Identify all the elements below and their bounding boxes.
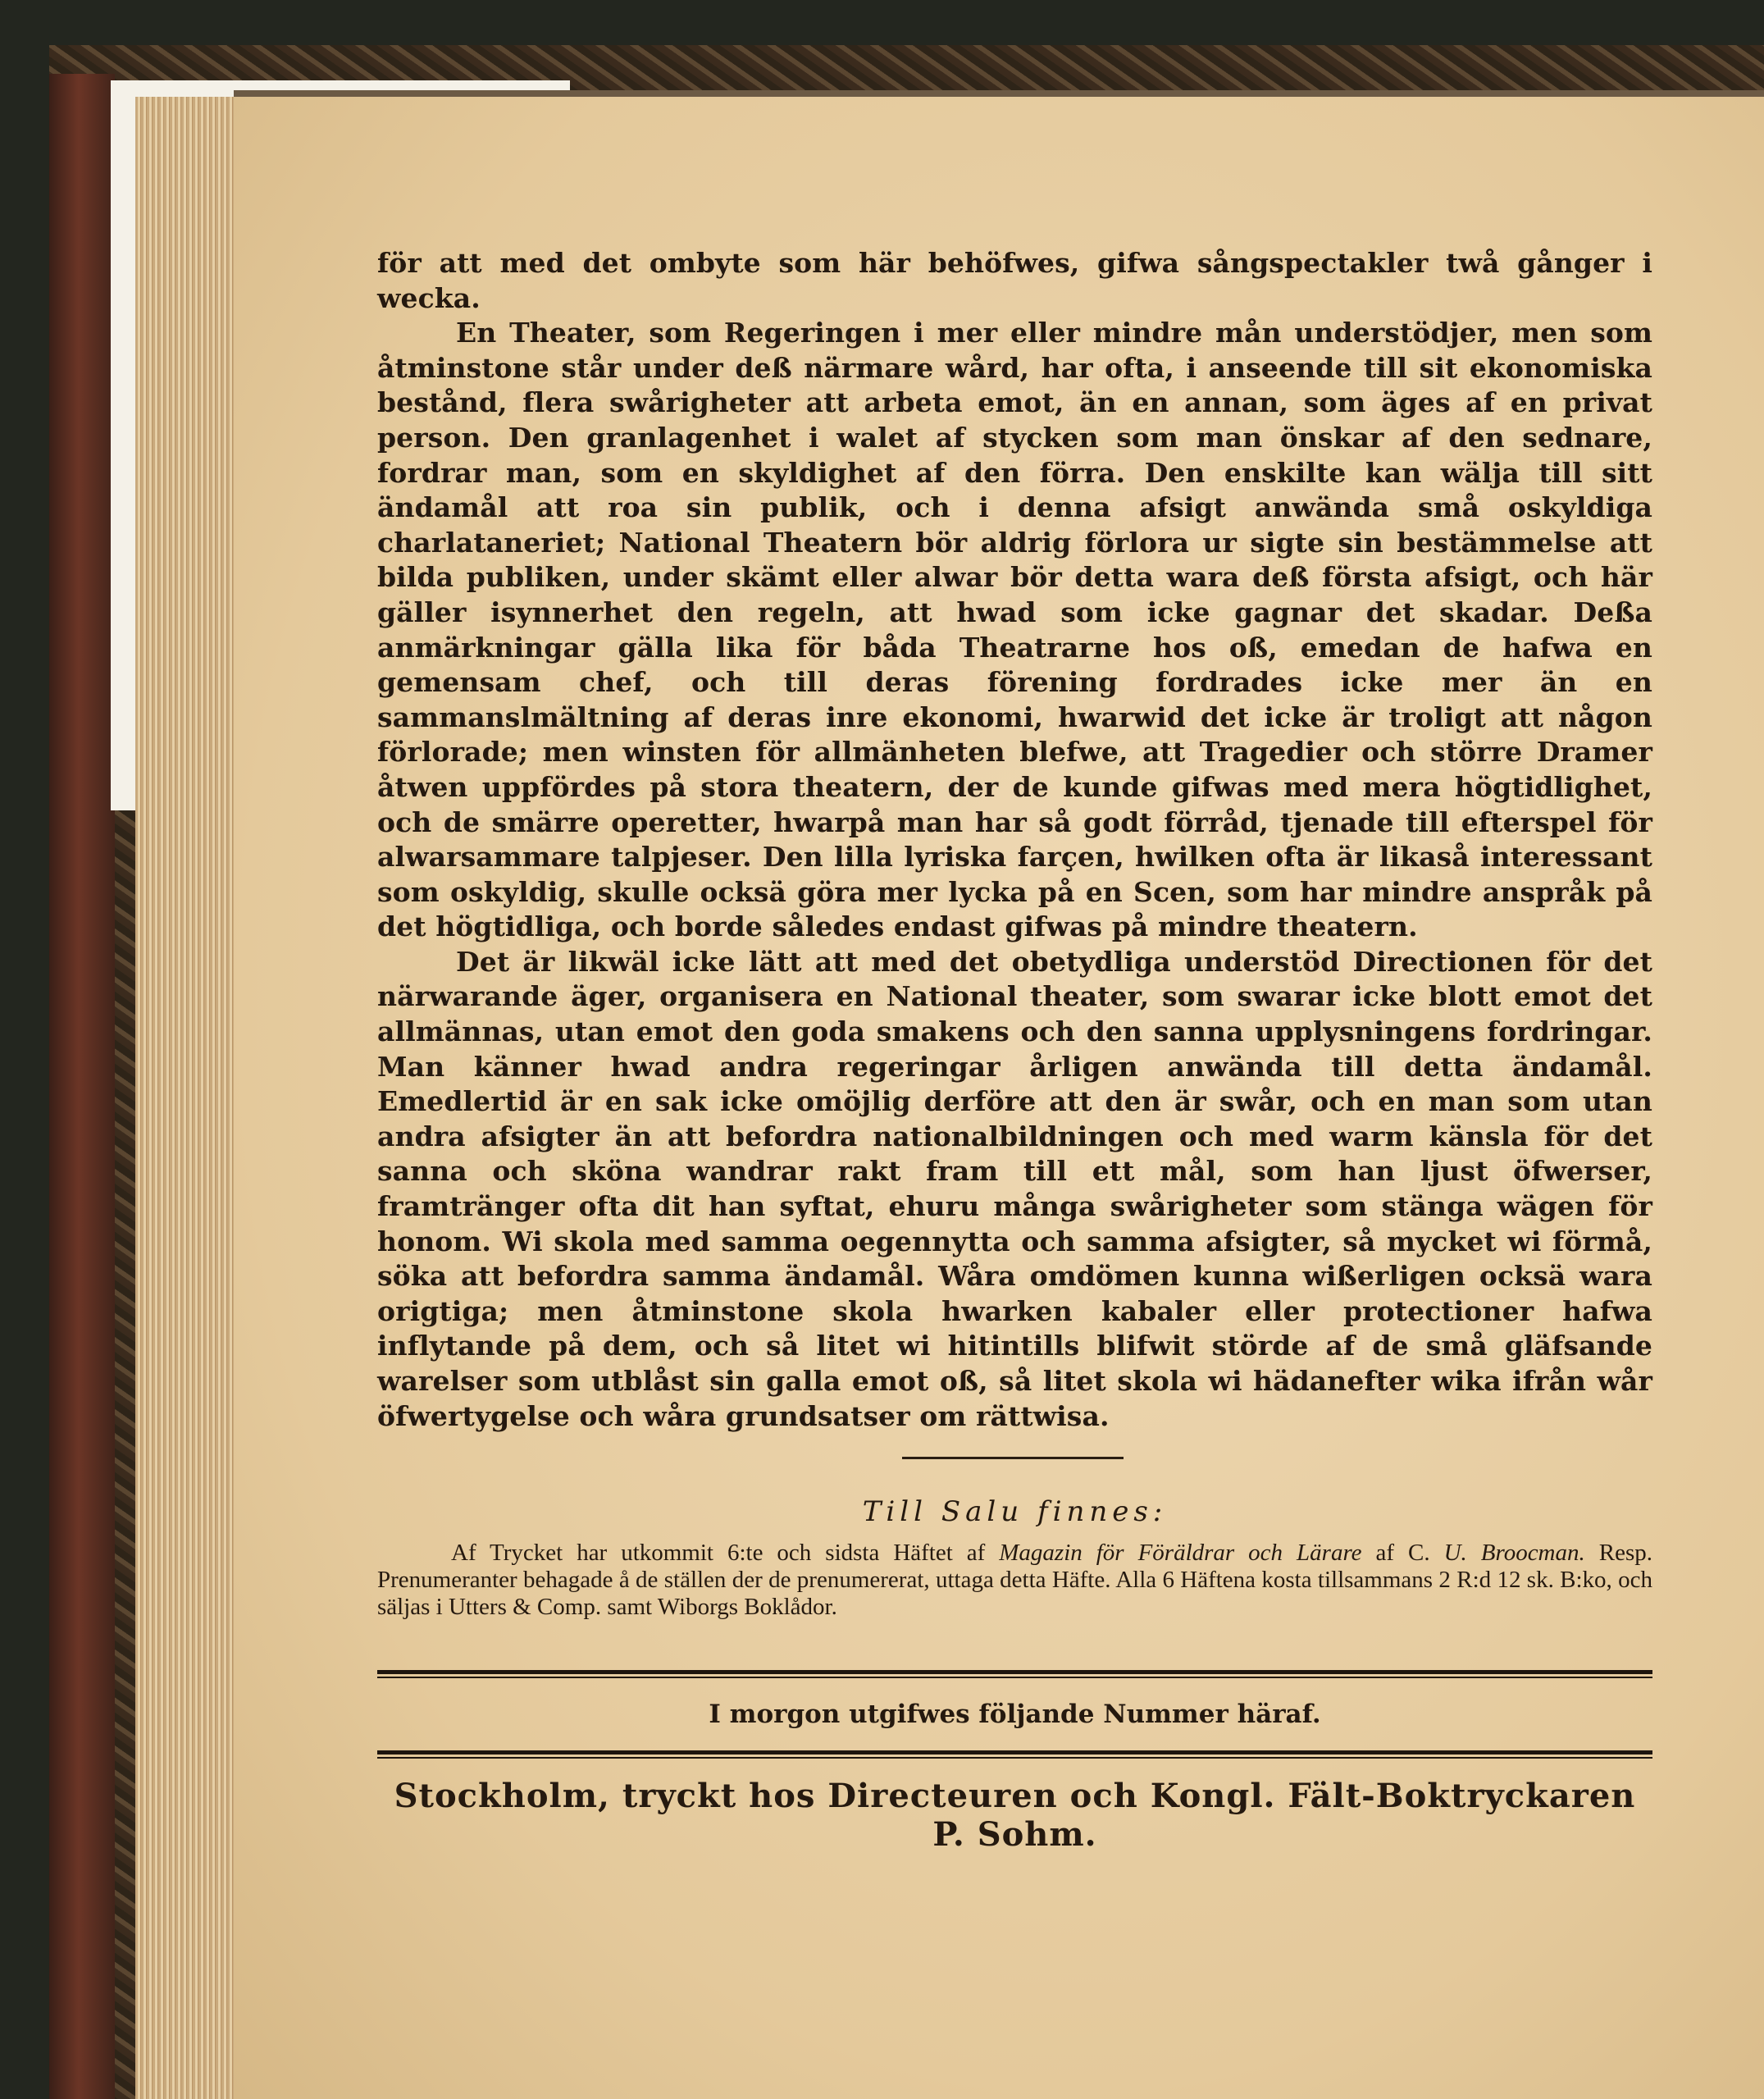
next-issue-note: I morgon utgifwes följande Nummer häraf. bbox=[709, 1700, 1321, 1730]
sale-notice-text-3: Resp. Prenumeranter behagade å de ställen der de prenumererat, uttaga detta Häfte. Alla 6 Häftena kosta tillsammans 2 R:d 12 sk. B:ko, och säljas i Utters & Comp. samt Wiborgs Boklådor. bbox=[377, 1540, 1652, 1621]
paragraph-continuation: för att med det ombyte som här behöfwes, gifwa sångspectakler twå gånger i wecka. bbox=[377, 247, 1652, 314]
page-text bbox=[377, 246, 1652, 1854]
sale-notice-text-1: Af Trycket har utkommit 6:te och sidsta Häftet af bbox=[451, 1540, 1000, 1567]
sale-notice-author: U. Broocman. bbox=[1443, 1540, 1585, 1567]
paragraph-theater: En Theater, som Regeringen i mer eller mindre mån understödjer, men som åtminstone står under deß närmare wård, har ofta, i anseende till sit ekonomiska bestånd, flera swårigheter att arbeta emot, än en annan, som äges af en privat person. Den granlagenhet i walet af stycken som man önskar af den sednare, fordrar man, som en skyldighet af den förra. Den enskilte kan wälja till sitt ändamål att roa sin publik, och i denna afsigt anwända små oskyldiga charlataneriet; National Theatern bör aldrig förlora ur sigte sin bestämmelse att bilda publiken, under skämt eller alwar bör detta wara deß första afsigt, och här gäller isynnerhet den regeln, att hwad som icke gagnar det skadar. Deßa anmärkningar gälla lika för båda Theatrarne hos oß, emedan de hafwa en gemensam chef, och till deras förening fordrades icke mer än en sammanslmältning af deras inre ekonomi, hwarwid det icke är troligt att någon förlorade; men winsten för allmänheten blefwe, att Tragedier och större Dramer åtwen uppfördes på stora theatern, der de kunde gifwas med mera högtidlighet, och de smärre operetter, hwarpå man har så godt förråd, tjenade till efterspel för alwarsammare talpjeser. Den lilla lyriska farçen, hwilken ofta är likaså interessant som oskyldig, skulle ocksä göra mer lycka på en Scen, som har mindre anspråk på det högtidliga, och borde således endast gifwas på mindre theatern. bbox=[377, 317, 1652, 943]
double-rule-top bbox=[377, 1670, 1652, 1681]
section-divider bbox=[902, 1457, 1124, 1459]
sale-notice bbox=[377, 1540, 1652, 1621]
book-spine bbox=[49, 74, 115, 2099]
double-rule-bottom bbox=[377, 1750, 1652, 1762]
sale-heading: Till Salu finnes: bbox=[862, 1495, 1168, 1529]
printer-imprint: Stockholm, tryckt hos Directeuren och Kongl. Fält-Boktryckaren P. Sohm. bbox=[394, 1777, 1636, 1855]
sale-notice-text-2: af C. bbox=[1361, 1540, 1444, 1567]
sale-notice-book-title: Magazin för Föräldrar och Lärare bbox=[999, 1540, 1362, 1567]
paragraph-direction: Det är likwäl icke lätt att med det obetydliga understöd Directionen för det närwarande äger, organisera en National theater, som swarar icke blott emot det allmännas, utan emot den goda smakens och den sanna upplysningens fordringar. Man känner hwad andra regeringar årligen anwända till detta ändamål. Emedlertid är en sak icke omöjlig derföre att den är swår, och en man som utan andra afsigter än att befordra nationalbildningen och med warm känsla för det sanna och sköna wandrar rakt fram till ett mål, som han ljust öfwerser, framtränger ofta dit han syftat, ehuru många swårigheter som stänga wägen för honom. Wi skola med samma oegennytta och samma afsigter, så mycket wi förmå, söka att befordra samma ändamål. Wåra omdömen kunna wißerligen ocksä wara origtiga; men åtminstone skola hwarken kabaler eller protectioner hafwa inflytande på dem, och så litet wi hitintills blifwit störde af de små gläfsande warelser som utblåst sin galla emot oß, så litet skola wi hädanefter wika ifrån wår öfwertygelse och wåra grundsatser om rättwisa. bbox=[377, 945, 1652, 1432]
page-edges bbox=[135, 97, 234, 2099]
